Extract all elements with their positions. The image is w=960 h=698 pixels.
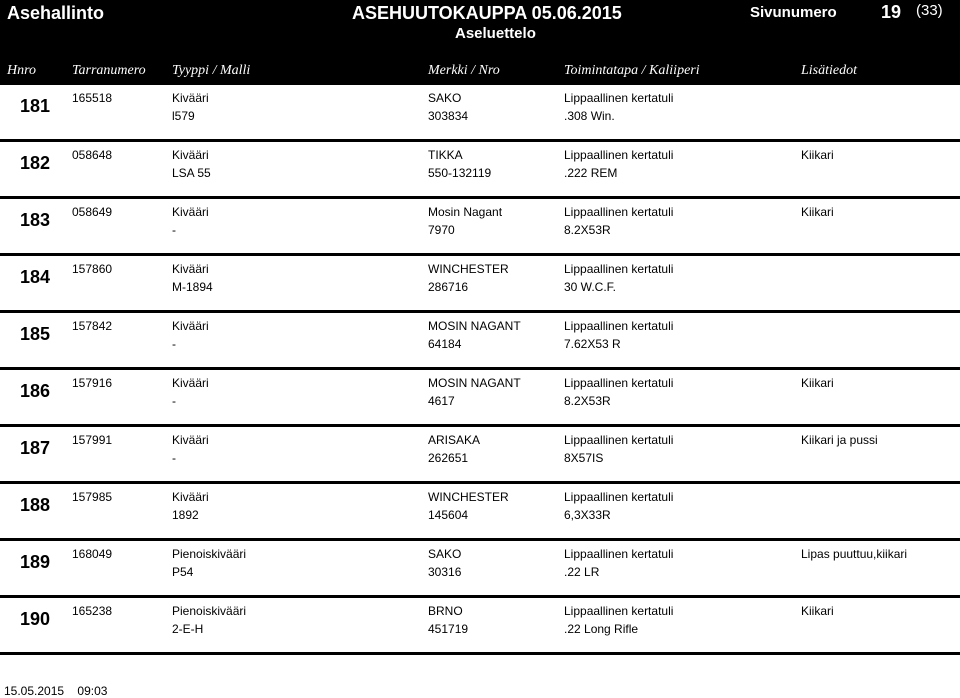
lisatiedot-cell: Lipas puuttuu,kiikari bbox=[801, 547, 908, 561]
kaliiperi-cell: 7.62X53 R bbox=[564, 337, 621, 351]
tyyppi-cell: Pienoiskivääri bbox=[172, 547, 247, 561]
app-title: Asehallinto bbox=[7, 3, 105, 23]
table-row bbox=[0, 541, 960, 598]
malli-cell: l579 bbox=[172, 109, 195, 123]
toimintatapa-cell: Lippaallinen kertatuli bbox=[564, 91, 674, 105]
column-header-merkki-nro: Merkki / Nro bbox=[428, 63, 500, 78]
lisatiedot-cell: Kiikari bbox=[801, 604, 834, 618]
tarranumero-cell: 168049 bbox=[72, 547, 113, 561]
tyyppi-cell: Kivääri bbox=[172, 262, 209, 276]
hnro-cell: 183 bbox=[20, 210, 51, 230]
hnro-cell: 189 bbox=[20, 552, 51, 572]
page-total: (33) bbox=[916, 2, 943, 19]
malli-cell: LSA 55 bbox=[172, 166, 211, 180]
malli-cell: - bbox=[172, 451, 176, 465]
kaliiperi-cell: .222 REM bbox=[564, 166, 618, 180]
table-row bbox=[0, 256, 960, 313]
hnro-cell: 186 bbox=[20, 381, 51, 401]
toimintatapa-cell: Lippaallinen kertatuli bbox=[564, 547, 674, 561]
print-time: 09:03 bbox=[77, 684, 108, 698]
kaliiperi-cell: 30 W.C.F. bbox=[564, 280, 617, 294]
kaliiperi-cell: 6,3X33R bbox=[564, 508, 611, 522]
column-header-tarranumero: Tarranumero bbox=[72, 63, 146, 78]
list-subtitle: Aseluettelo bbox=[455, 25, 536, 42]
nro-cell: 451719 bbox=[428, 622, 469, 636]
column-header-tyyppi-malli: Tyyppi / Malli bbox=[172, 63, 251, 78]
lisatiedot-cell: Kiikari ja pussi bbox=[801, 433, 878, 447]
malli-cell: - bbox=[172, 223, 176, 237]
page-number: 19 bbox=[881, 2, 902, 22]
table-row bbox=[0, 484, 960, 541]
merkki-cell: MOSIN NAGANT bbox=[428, 376, 521, 390]
toimintatapa-cell: Lippaallinen kertatuli bbox=[564, 205, 674, 219]
tarranumero-cell: 157985 bbox=[72, 490, 113, 504]
nro-cell: 4617 bbox=[428, 394, 455, 408]
merkki-cell: SAKO bbox=[428, 91, 462, 105]
nro-cell: 262651 bbox=[428, 451, 469, 465]
nro-cell: 550-132119 bbox=[428, 166, 492, 180]
kaliiperi-cell: .22 Long Rifle bbox=[564, 622, 639, 636]
malli-cell: 1892 bbox=[172, 508, 199, 522]
merkki-cell: WINCHESTER bbox=[428, 490, 509, 504]
lisatiedot-cell: Kiikari bbox=[801, 148, 834, 162]
kaliiperi-cell: 8X57IS bbox=[564, 451, 604, 465]
hnro-cell: 182 bbox=[20, 153, 51, 173]
hnro-cell: 185 bbox=[20, 324, 51, 344]
lisatiedot-cell: Kiikari bbox=[801, 205, 834, 219]
print-date: 15.05.2015 bbox=[4, 684, 65, 698]
tyyppi-cell: Pienoiskivääri bbox=[172, 604, 247, 618]
nro-cell: 145604 bbox=[428, 508, 469, 522]
nro-cell: 7970 bbox=[428, 223, 455, 237]
auction-title: ASEHUUTOKAUPPA 05.06.2015 bbox=[352, 3, 622, 23]
table-row bbox=[0, 199, 960, 256]
nro-cell: 64184 bbox=[428, 337, 462, 351]
tyyppi-cell: Kivääri bbox=[172, 205, 209, 219]
kaliiperi-cell: 8.2X53R bbox=[564, 394, 611, 408]
merkki-cell: TIKKA bbox=[428, 148, 463, 162]
hnro-cell: 181 bbox=[20, 96, 51, 116]
kaliiperi-cell: .308 Win. bbox=[564, 109, 615, 123]
tarranumero-cell: 058649 bbox=[72, 205, 113, 219]
tyyppi-cell: Kivääri bbox=[172, 490, 209, 504]
row-divider bbox=[0, 652, 960, 655]
tarranumero-cell: 157860 bbox=[72, 262, 113, 276]
column-header-toimintatapa-kaliiperi: Toimintatapa / Kaliiperi bbox=[564, 63, 700, 78]
hnro-cell: 184 bbox=[20, 267, 51, 287]
merkki-cell: ARISAKA bbox=[428, 433, 481, 447]
tyyppi-cell: Kivääri bbox=[172, 319, 209, 333]
merkki-cell: SAKO bbox=[428, 547, 462, 561]
malli-cell: P54 bbox=[172, 565, 194, 579]
nro-cell: 286716 bbox=[428, 280, 469, 294]
toimintatapa-cell: Lippaallinen kertatuli bbox=[564, 604, 674, 618]
hnro-cell: 187 bbox=[20, 438, 51, 458]
hnro-cell: 188 bbox=[20, 495, 51, 515]
toimintatapa-cell: Lippaallinen kertatuli bbox=[564, 148, 674, 162]
table-row bbox=[0, 85, 960, 142]
table-row bbox=[0, 313, 960, 370]
merkki-cell: MOSIN NAGANT bbox=[428, 319, 521, 333]
tarranumero-cell: 165238 bbox=[72, 604, 113, 618]
tyyppi-cell: Kivääri bbox=[172, 148, 209, 162]
table-row bbox=[0, 427, 960, 484]
table-row bbox=[0, 142, 960, 199]
column-header-bar bbox=[0, 55, 960, 85]
merkki-cell: WINCHESTER bbox=[428, 262, 509, 276]
column-header-lisatiedot: Lisätiedot bbox=[801, 63, 858, 78]
hnro-cell: 190 bbox=[20, 609, 51, 629]
tarranumero-cell: 157991 bbox=[72, 433, 113, 447]
toimintatapa-cell: Lippaallinen kertatuli bbox=[564, 376, 674, 390]
tarranumero-cell: 058648 bbox=[72, 148, 113, 162]
malli-cell: - bbox=[172, 394, 176, 408]
tyyppi-cell: Kivääri bbox=[172, 91, 209, 105]
toimintatapa-cell: Lippaallinen kertatuli bbox=[564, 490, 674, 504]
column-header-hnro: Hnro bbox=[7, 63, 37, 78]
toimintatapa-cell: Lippaallinen kertatuli bbox=[564, 433, 674, 447]
kaliiperi-cell: 8.2X53R bbox=[564, 223, 611, 237]
toimintatapa-cell: Lippaallinen kertatuli bbox=[564, 319, 674, 333]
kaliiperi-cell: .22 LR bbox=[564, 565, 600, 579]
merkki-cell: Mosin Nagant bbox=[428, 205, 503, 219]
table-row bbox=[0, 598, 960, 655]
toimintatapa-cell: Lippaallinen kertatuli bbox=[564, 262, 674, 276]
tarranumero-cell: 165518 bbox=[72, 91, 113, 105]
nro-cell: 303834 bbox=[428, 109, 469, 123]
tarranumero-cell: 157842 bbox=[72, 319, 113, 333]
page-number-label: Sivunumero bbox=[750, 4, 837, 21]
table-row bbox=[0, 370, 960, 427]
tyyppi-cell: Kivääri bbox=[172, 433, 209, 447]
nro-cell: 30316 bbox=[428, 565, 462, 579]
lisatiedot-cell: Kiikari bbox=[801, 376, 834, 390]
print-timestamp bbox=[4, 684, 107, 698]
tarranumero-cell: 157916 bbox=[72, 376, 113, 390]
malli-cell: M-1894 bbox=[172, 280, 213, 294]
malli-cell: - bbox=[172, 337, 176, 351]
merkki-cell: BRNO bbox=[428, 604, 463, 618]
tyyppi-cell: Kivääri bbox=[172, 376, 209, 390]
page-header bbox=[0, 0, 960, 55]
malli-cell: 2-E-H bbox=[172, 622, 204, 636]
